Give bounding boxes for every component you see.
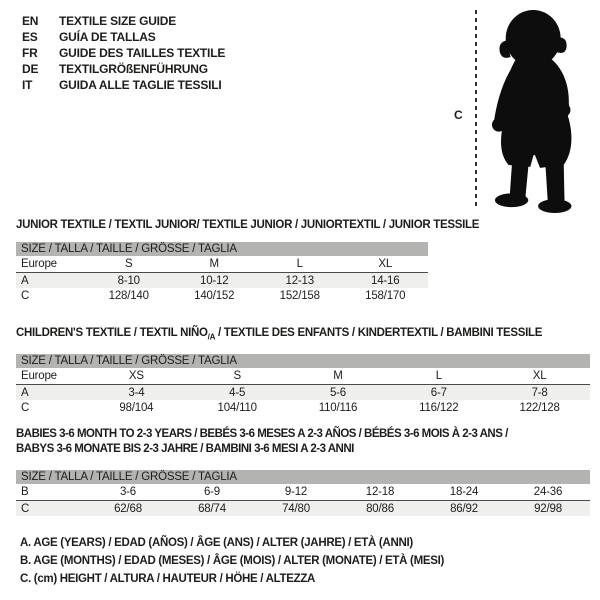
row-label: C [21, 503, 30, 515]
size-value-cell: 5-6 [329, 387, 346, 400]
junior-size-table [16, 242, 428, 304]
size-value-cell: S [233, 370, 241, 383]
size-table-row-europe [16, 256, 428, 272]
size-table-body [16, 484, 590, 516]
size-value-cell: 104/110 [217, 402, 257, 415]
language-title: GUIDA ALLE TAGLIE TESSILI [59, 78, 222, 92]
legend-line-a: A. AGE (YEARS) / EDAD (AÑOS) / ÂGE (ANS) / ALTER (JAHRE) / ETÀ (ANNI) [20, 537, 413, 549]
title-text: CHILDREN'S TEXTILE / TEXTIL NIÑO [16, 327, 208, 339]
size-value-cell: 128/140 [108, 290, 149, 302]
size-value-cell: 14-16 [371, 275, 400, 287]
size-table-row-c [16, 400, 590, 416]
size-value-cell: 6-9 [203, 486, 221, 498]
children-size-table [16, 354, 590, 416]
size-table-row-b [16, 484, 590, 500]
title-subscript: /A [207, 332, 216, 342]
size-value-cell: 12-18 [365, 486, 395, 498]
children-textile-section [16, 326, 590, 416]
size-table-row-europe [16, 368, 590, 384]
size-value-cell: 122/128 [519, 402, 560, 415]
title-line: BABYS 3-6 MONATE BIS 2-3 JAHRE / BAMBINI 3-6 MESI A 2-3 ANNI [16, 443, 354, 455]
row-label: Europe [21, 258, 57, 270]
size-value-cell: S [125, 258, 133, 270]
height-measure-label: C [454, 108, 463, 122]
size-value-cell: 92/98 [534, 503, 562, 515]
height-measure-dashed-line [475, 10, 477, 208]
size-table-row-c [16, 288, 428, 304]
size-table-header-bar: SIZE / TALLA / TAILLE / GRÖSSE / TAGLIA [16, 354, 590, 368]
size-table-row-c [16, 500, 590, 516]
size-value-cell: 7-8 [531, 387, 548, 400]
size-value-cell: 3-6 [119, 486, 137, 498]
language-row [22, 77, 225, 93]
size-value-cell: 116/122 [419, 402, 459, 415]
language-code: DE [22, 62, 39, 76]
size-value-cell: L [296, 258, 303, 270]
size-table-body [16, 368, 590, 416]
size-value-cell: 4-5 [229, 387, 246, 400]
size-table-row-a [16, 272, 428, 288]
row-label: B [21, 486, 29, 498]
size-table-header-bar: SIZE / TALLA / TAILLE / GRÖSSE / TAGLIA [16, 470, 590, 484]
size-value-cell: 86/92 [450, 503, 478, 515]
size-value-cell: 18-24 [449, 486, 479, 498]
size-table-header-bar: SIZE / TALLA / TAILLE / GRÖSSE / TAGLIA [16, 242, 428, 256]
babies-table-title [16, 427, 590, 457]
babies-size-table [16, 470, 590, 516]
language-code: IT [22, 78, 33, 92]
language-code: FR [22, 46, 38, 60]
row-label: C [21, 290, 30, 302]
size-value-cell: M [333, 370, 343, 383]
size-value-cell: 140/152 [194, 290, 235, 302]
size-value-cell: 74/80 [282, 503, 310, 515]
size-value-cell: XL [532, 370, 547, 383]
language-title: TEXTILE SIZE GUIDE [59, 14, 177, 28]
measurement-legend [20, 534, 444, 588]
toddler-silhouette [488, 8, 596, 214]
children-table-title [16, 326, 590, 344]
size-value-cell: 9-12 [284, 486, 308, 498]
language-row [22, 45, 225, 61]
title-line: BABIES 3-6 MONTH TO 2-3 YEARS / BEBÉS 3-6 MESES A 2-3 AÑOS / BÉBÉS 3-6 MOIS À 2-3 ANS / [16, 428, 508, 440]
size-value-cell: 68/74 [198, 503, 226, 515]
junior-textile-section [16, 218, 480, 304]
size-value-cell: M [209, 258, 219, 270]
language-title: GUIDE DES TAILLES TEXTILE [59, 46, 226, 60]
size-value-cell: 158/170 [365, 290, 406, 302]
size-value-cell: 62/68 [114, 503, 142, 515]
size-value-cell: 80/86 [366, 503, 394, 515]
size-value-cell: 24-36 [533, 486, 563, 498]
language-row [22, 61, 225, 77]
size-value-cell: 98/104 [119, 402, 154, 415]
title-text: / TEXTILE DES ENFANTS / KINDERTEXTIL / BAMBINI TESSILE [215, 327, 543, 339]
language-code: ES [22, 30, 38, 44]
language-code: EN [22, 14, 39, 28]
size-value-cell: 152/158 [279, 290, 320, 302]
row-label: A [21, 275, 29, 287]
size-value-cell: L [435, 370, 442, 383]
size-value-cell: 6-7 [430, 387, 447, 400]
size-value-cell: 12-13 [285, 275, 314, 287]
language-row [22, 29, 225, 45]
legend-line-b: B. AGE (MONTHS) / EDAD (MESES) / ÂGE (MOIS) / ALTER (MONATE) / ETÀ (MESI) [20, 555, 445, 567]
legend-line-c: C. (cm) HEIGHT / ALTURA / HAUTEUR / HÖHE / ALTEZZA [20, 573, 316, 585]
row-label: Europe [21, 370, 57, 383]
language-title: GUÍA DE TALLAS [59, 30, 156, 44]
size-table-row-a [16, 384, 590, 400]
size-value-cell: 110/116 [318, 402, 358, 415]
size-value-cell: 3-4 [128, 387, 145, 400]
row-label: C [21, 402, 30, 415]
size-table-body [16, 256, 428, 304]
size-value-cell: XS [128, 370, 144, 383]
size-value-cell: 10-12 [200, 275, 229, 287]
size-value-cell: XL [378, 258, 393, 270]
size-value-cell: 8-10 [117, 275, 140, 287]
junior-table-title: JUNIOR TEXTILE / TEXTIL JUNIOR/ TEXTILE JUNIOR / JUNIORTEXTIL / JUNIOR TESSILE [16, 219, 480, 231]
language-title-list [22, 13, 225, 93]
row-label: A [21, 387, 29, 400]
language-row [22, 13, 225, 29]
language-title: TEXTILGRÖßENFÜHRUNG [59, 62, 208, 76]
babies-textile-section [16, 427, 590, 516]
